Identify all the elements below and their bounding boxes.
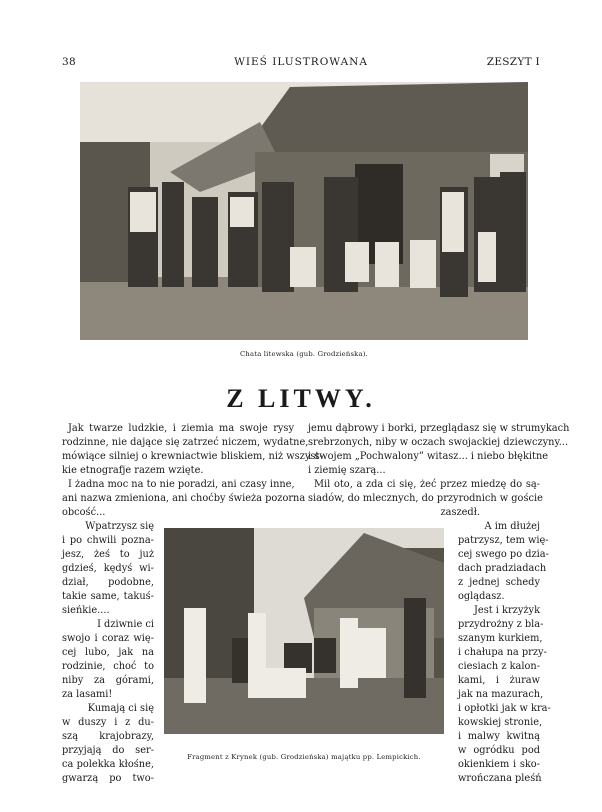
- text-line: przyjają do ser-: [62, 745, 154, 756]
- text-line: jemu dąbrowy i borki, przeglądasz się w strumykach: [308, 423, 570, 434]
- text-line: i malwy kwitną: [458, 731, 540, 742]
- text-line: i opłotki jak w kra-: [458, 703, 551, 714]
- text-line: i po chwili pozna-: [62, 535, 154, 546]
- text-line: kie etnografje razem wzięte.: [62, 465, 204, 476]
- text-line: Jest i krzyżyk: [474, 605, 540, 616]
- text-line: patrzysz, tem wię-: [458, 535, 549, 546]
- issue-label: ZESZYT I: [486, 56, 540, 68]
- text-line: zaszedł.: [440, 507, 480, 518]
- text-line: jak na mazurach,: [458, 689, 544, 700]
- article-title: Z LITWY.: [226, 384, 376, 413]
- text-line: A im dłużej: [484, 521, 540, 532]
- text-line: kowskiej stronie,: [458, 717, 543, 728]
- page-number: 38: [62, 56, 76, 68]
- text-line: dział, podobne,: [62, 577, 154, 588]
- text-line: z jednej schedy: [458, 577, 540, 588]
- text-line: ciesiach z kalon-: [458, 661, 541, 672]
- text-line: swojo i coraz wię-: [62, 633, 154, 644]
- lithuanian-hut-photo: [80, 82, 528, 340]
- text-line: oglądasz.: [458, 591, 505, 602]
- text-line: siadów, do mlecznych, do przyrodnich w goście: [308, 493, 543, 504]
- garden-group-photo: [164, 528, 444, 734]
- text-line: okienkiem i sko-: [458, 759, 540, 770]
- text-line: gwarzą po two-: [62, 773, 154, 784]
- text-line: I żadna moc na to nie poradzi, ani czasy inne,: [68, 479, 295, 490]
- text-line: obcość...: [62, 507, 106, 518]
- hut-photo-caption: Chata litewska (gub. Grodzieńska).: [240, 350, 368, 358]
- text-line: szanym kurkiem,: [458, 633, 543, 644]
- text-line: rodzinne, nie dające się zatrzeć niczem, wydatne,: [62, 437, 309, 448]
- text-line: niby za górami,: [62, 675, 154, 686]
- text-line: dach pradziadach: [458, 563, 547, 574]
- text-line: gdzieś, kędyś wi-: [62, 563, 154, 574]
- text-line: srebrzonych, niby w oczach swojackiej dziewczyny...: [308, 437, 569, 448]
- text-line: i ziemię szarą...: [308, 465, 386, 476]
- publication-title: WIEŚ ILUSTROWANA: [234, 56, 368, 68]
- text-line: cej swego po dzia-: [458, 549, 549, 560]
- text-line: wrończana pleśń: [458, 773, 542, 784]
- text-line: Jak twarze ludzkie, i ziemia ma swoje rysy: [68, 423, 294, 434]
- text-line: za lasami!: [62, 689, 113, 700]
- text-line: ca polekka kłośne,: [62, 759, 154, 770]
- text-line: takie same, takuś-: [62, 591, 154, 602]
- text-line: i swojem „Pochwalony” witasz... i niebo błękitne: [308, 451, 549, 462]
- text-line: i chałupa na przy-: [458, 647, 547, 658]
- text-line: przydrożny z bla-: [458, 619, 544, 630]
- text-line: w duszy i z du-: [62, 717, 154, 728]
- garden-photo-caption: Fragment z Krynek (gub. Grodzieńska) majątku pp. Lempickich.: [187, 753, 421, 761]
- text-line: rodzinie, choć to: [62, 661, 154, 672]
- text-line: ani nazwa zmieniona, ani choćby świeża pozorna: [62, 493, 306, 504]
- text-line: sieńkie....: [62, 605, 110, 616]
- text-line: I dziwnie ci: [97, 619, 154, 630]
- text-line: Mil oto, a zda ci się, żeć przez miedzę do są-: [314, 479, 540, 490]
- text-line: Kumają ci się: [87, 703, 154, 714]
- text-line: szą krajobrazy,: [62, 731, 154, 742]
- text-line: Wpatrzysz się: [85, 521, 154, 532]
- text-line: jesz, żeś to już: [62, 549, 154, 560]
- text-line: w ogródku pod: [458, 745, 540, 756]
- text-line: cej lubo, jak na: [62, 647, 154, 658]
- text-line: mówiące silniej o krewniactwie bliskiem, niż wszyst-: [62, 451, 323, 462]
- text-line: kami, i żuraw: [458, 675, 540, 686]
